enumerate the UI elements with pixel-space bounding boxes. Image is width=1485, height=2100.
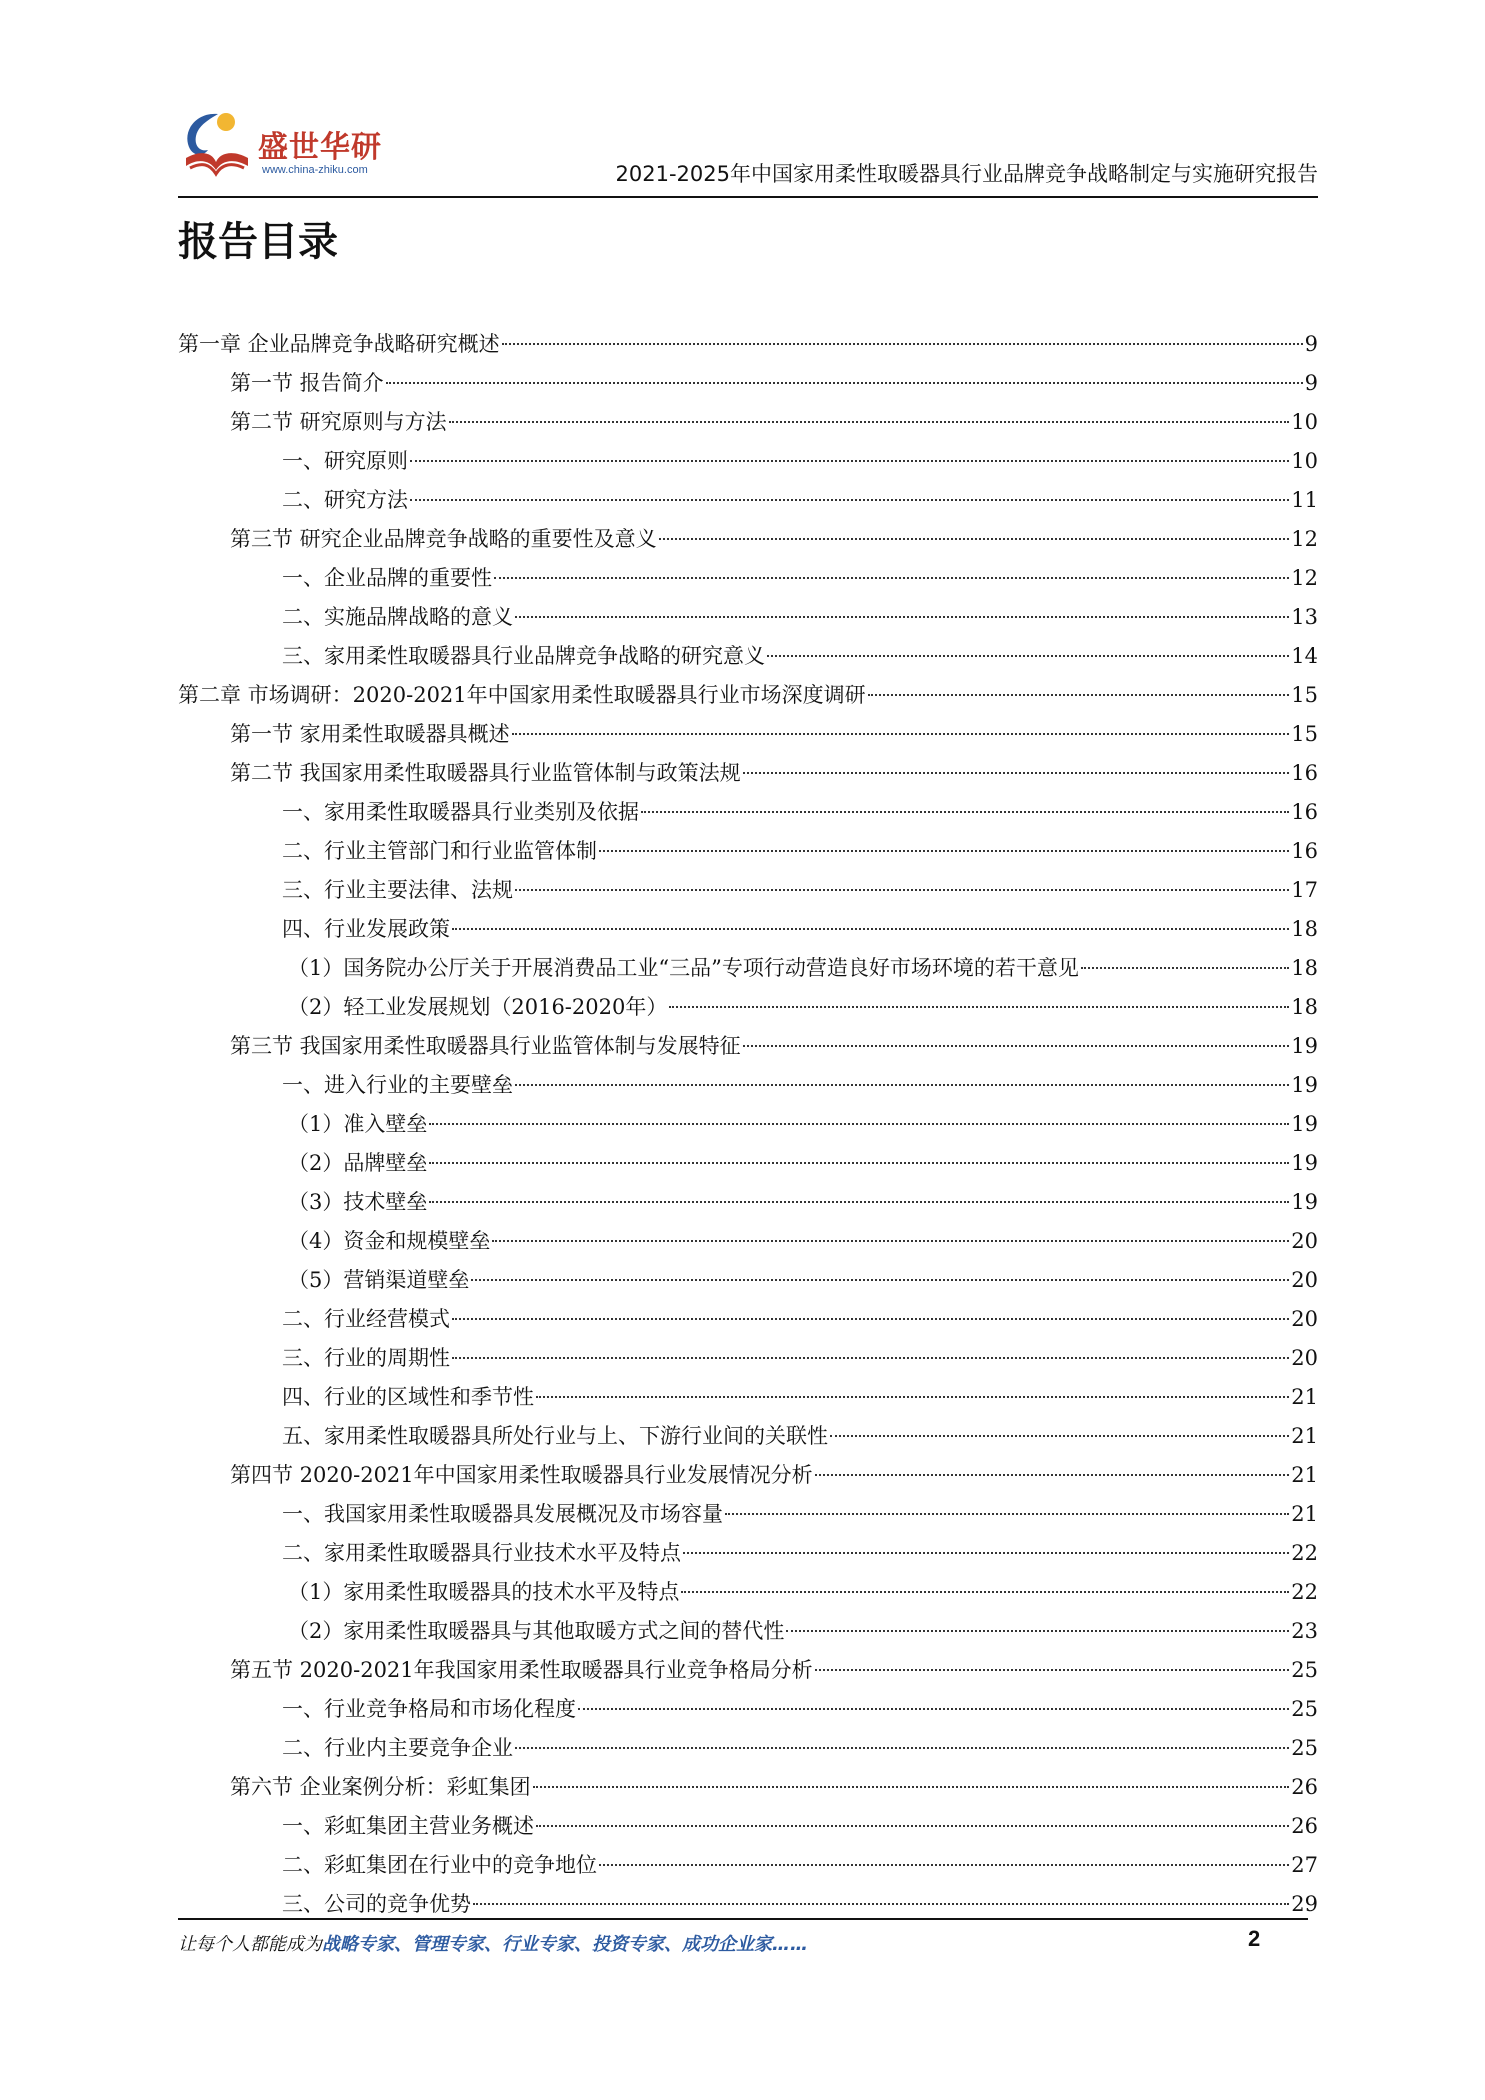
toc-dot-leader <box>515 1747 1289 1749</box>
toc-entry-title: 第五节 2020-2021年我国家用柔性取暖器具行业竞争格局分析 <box>230 1658 813 1682</box>
toc-entry[interactable] <box>178 1261 1318 1300</box>
toc-entry[interactable] <box>178 1144 1318 1183</box>
toc-entry-page: 19 <box>1291 1190 1318 1214</box>
toc-dot-leader <box>743 1045 1290 1047</box>
toc-entry-page: 25 <box>1291 1658 1318 1682</box>
toc-entry-title: 第二节 研究原则与方法 <box>230 410 447 434</box>
toc-entry[interactable] <box>178 1534 1318 1573</box>
toc-entry-page: 14 <box>1291 644 1318 668</box>
page-number: 2 <box>1248 1926 1261 1951</box>
toc-entry[interactable] <box>178 949 1318 988</box>
toc-dot-leader <box>492 1240 1289 1242</box>
toc-dot-leader <box>669 1006 1289 1008</box>
toc-entry-title: 二、行业内主要竞争企业 <box>282 1736 513 1760</box>
toc-dot-leader <box>512 733 1290 735</box>
toc-entry[interactable] <box>178 1612 1318 1651</box>
toc-dot-leader <box>536 1825 1289 1827</box>
toc-entry-title: 第六节 企业案例分析：彩虹集团 <box>230 1775 531 1799</box>
logo-url: www.china-zhiku.com <box>262 164 368 176</box>
toc-dot-leader <box>683 1552 1289 1554</box>
toc-entry-title: （5）营销渠道壁垒 <box>288 1268 470 1292</box>
toc-entry[interactable] <box>178 364 1318 403</box>
toc-entry-page: 16 <box>1291 800 1318 824</box>
toc-dot-leader <box>533 1786 1290 1788</box>
footer-slogan-highlight: 战略专家、管理专家、行业专家、投资专家、成功企业家…… <box>322 1934 808 1955</box>
toc-dot-leader <box>743 772 1290 774</box>
footer-divider <box>178 1918 1308 1920</box>
toc-entry-page: 19 <box>1291 1112 1318 1136</box>
toc-entry-page: 16 <box>1291 761 1318 785</box>
toc-entry-page: 20 <box>1291 1268 1318 1292</box>
toc-entry-title: （3）技术壁垒 <box>288 1190 428 1214</box>
toc-entry-title: 一、企业品牌的重要性 <box>282 566 492 590</box>
toc-entry-title: 第二节 我国家用柔性取暖器具行业监管体制与政策法规 <box>230 761 741 785</box>
toc-entry-page: 21 <box>1291 1385 1318 1409</box>
toc-entry[interactable] <box>178 1339 1318 1378</box>
toc-entry-title: （1）准入壁垒 <box>288 1112 428 1136</box>
toc-dot-leader <box>502 343 1303 345</box>
toc-entry-title: 四、行业的区域性和季节性 <box>282 1385 534 1409</box>
toc-entry-page: 23 <box>1291 1619 1318 1643</box>
toc-entry[interactable] <box>178 1417 1318 1456</box>
toc-dot-leader <box>410 460 1289 462</box>
toc-entry-title: （1）国务院办公厅关于开展消费品工业“三品”专项行动营造良好市场环境的若干意见 <box>288 956 1079 980</box>
toc-entry[interactable] <box>178 559 1318 598</box>
toc-entry-page: 11 <box>1291 488 1318 512</box>
toc-dot-leader <box>725 1513 1289 1515</box>
toc-entry-page: 9 <box>1304 371 1318 395</box>
toc-entry-page: 21 <box>1291 1463 1318 1487</box>
toc-entry-title: 第一节 家用柔性取暖器具概述 <box>230 722 510 746</box>
toc-entry[interactable] <box>178 1027 1318 1066</box>
toc-entry[interactable] <box>178 1729 1318 1768</box>
toc-entry-page: 13 <box>1291 605 1318 629</box>
toc-entry-page: 26 <box>1291 1775 1318 1799</box>
toc-entry-page: 15 <box>1291 683 1318 707</box>
toc-entry[interactable] <box>178 520 1318 559</box>
toc-dot-leader <box>681 1591 1289 1593</box>
toc-entry[interactable] <box>178 1807 1318 1846</box>
toc-dot-leader <box>471 1279 1289 1281</box>
toc-entry[interactable] <box>178 1183 1318 1222</box>
toc-entry-page: 21 <box>1291 1424 1318 1448</box>
toc-entry-page: 19 <box>1291 1151 1318 1175</box>
toc-entry[interactable] <box>178 910 1318 949</box>
toc-entry-page: 22 <box>1291 1541 1318 1565</box>
toc-entry-page: 12 <box>1291 527 1318 551</box>
toc-entry-page: 26 <box>1291 1814 1318 1838</box>
toc-entry-title: 四、行业发展政策 <box>282 917 450 941</box>
header-divider <box>178 196 1318 198</box>
toc-entry-title: 三、行业主要法律、法规 <box>282 878 513 902</box>
toc-dot-leader <box>641 811 1289 813</box>
toc-entry-title: 二、实施品牌战略的意义 <box>282 605 513 629</box>
toc-entry[interactable] <box>178 1456 1318 1495</box>
toc-entry[interactable] <box>178 403 1318 442</box>
footer-slogan-prefix: 让每个人都能成为 <box>178 1934 322 1955</box>
page-title: 报告目录 <box>178 219 338 265</box>
toc-dot-leader <box>599 850 1289 852</box>
toc-entry-page: 27 <box>1291 1853 1318 1877</box>
toc-entry-title: 第一节 报告简介 <box>230 371 384 395</box>
toc-dot-leader <box>449 421 1290 423</box>
toc-entry-title: 一、进入行业的主要壁垒 <box>282 1073 513 1097</box>
toc-dot-leader <box>429 1123 1289 1125</box>
toc-entry-page: 29 <box>1291 1892 1318 1916</box>
toc-entry-title: 一、我国家用柔性取暖器具发展概况及市场容量 <box>282 1502 723 1526</box>
toc-entry[interactable] <box>178 637 1318 676</box>
toc-dot-leader <box>767 655 1289 657</box>
toc-entry-title: 二、家用柔性取暖器具行业技术水平及特点 <box>282 1541 681 1565</box>
toc-entry[interactable] <box>178 1378 1318 1417</box>
toc-dot-leader <box>452 1318 1289 1320</box>
toc-dot-leader <box>473 1903 1289 1905</box>
toc-entry-title: 二、研究方法 <box>282 488 408 512</box>
toc-entry[interactable] <box>178 754 1318 793</box>
toc-dot-leader <box>452 1357 1289 1359</box>
toc-entry-title: 第一章 企业品牌竞争战略研究概述 <box>178 332 500 356</box>
toc-dot-leader <box>1081 967 1289 969</box>
toc-entry-page: 22 <box>1291 1580 1318 1604</box>
footer-slogan <box>178 1930 808 1956</box>
toc-entry-title: （2）轻工业发展规划（2016-2020年） <box>288 995 668 1019</box>
toc-dot-leader <box>452 928 1289 930</box>
report-title: 2021-2025年中国家用柔性取暖器具行业品牌竞争战略制定与实施研究报告 <box>615 162 1318 186</box>
book-logo-icon <box>178 106 254 178</box>
toc-entry-title: 三、行业的周期性 <box>282 1346 450 1370</box>
toc-dot-leader <box>386 382 1303 384</box>
toc-entry-page: 25 <box>1291 1697 1318 1721</box>
toc-entry[interactable] <box>178 715 1318 754</box>
toc-entry-page: 18 <box>1291 956 1318 980</box>
toc-entry[interactable] <box>178 1573 1318 1612</box>
toc-dot-leader <box>515 1084 1289 1086</box>
toc-entry-title: 三、公司的竞争优势 <box>282 1892 471 1916</box>
toc-dot-leader <box>536 1396 1289 1398</box>
toc-entry[interactable] <box>178 1651 1318 1690</box>
toc-entry[interactable] <box>178 442 1318 481</box>
toc-entry-title: 一、研究原则 <box>282 449 408 473</box>
toc-entry[interactable] <box>178 325 1318 364</box>
toc-dot-leader <box>815 1474 1290 1476</box>
toc-dot-leader <box>429 1201 1289 1203</box>
toc-entry-title: （2）家用柔性取暖器具与其他取暖方式之间的替代性 <box>288 1619 785 1643</box>
toc-dot-leader <box>578 1708 1289 1710</box>
toc-entry-page: 20 <box>1291 1307 1318 1331</box>
toc-dot-leader <box>659 538 1290 540</box>
toc-entry[interactable] <box>178 676 1318 715</box>
toc-entry-page: 10 <box>1291 449 1318 473</box>
toc-entry-title: 第三节 我国家用柔性取暖器具行业监管体制与发展特征 <box>230 1034 741 1058</box>
toc-entry-page: 20 <box>1291 1346 1318 1370</box>
table-of-contents <box>178 325 1318 1924</box>
toc-entry-title: 五、家用柔性取暖器具所处行业与上、下游行业间的关联性 <box>282 1424 828 1448</box>
toc-dot-leader <box>429 1162 1289 1164</box>
toc-entry[interactable] <box>178 1846 1318 1885</box>
toc-entry[interactable] <box>178 1066 1318 1105</box>
toc-entry[interactable] <box>178 793 1318 832</box>
toc-entry-page: 21 <box>1291 1502 1318 1526</box>
toc-entry-page: 25 <box>1291 1736 1318 1760</box>
toc-entry-page: 10 <box>1291 410 1318 434</box>
toc-entry-title: （4）资金和规模壁垒 <box>288 1229 491 1253</box>
toc-entry[interactable] <box>178 988 1318 1027</box>
toc-entry-page: 18 <box>1291 995 1318 1019</box>
toc-dot-leader <box>515 889 1289 891</box>
toc-entry[interactable] <box>178 1768 1318 1807</box>
toc-entry-page: 17 <box>1291 878 1318 902</box>
logo-name: 盛世华研 <box>258 130 382 165</box>
toc-dot-leader <box>494 577 1289 579</box>
toc-entry-page: 16 <box>1291 839 1318 863</box>
toc-entry[interactable] <box>178 1690 1318 1729</box>
toc-entry-page: 15 <box>1291 722 1318 746</box>
toc-entry-title: 二、彩虹集团在行业中的竞争地位 <box>282 1853 597 1877</box>
toc-entry-title: 三、家用柔性取暖器具行业品牌竞争战略的研究意义 <box>282 644 765 668</box>
toc-dot-leader <box>515 616 1289 618</box>
toc-dot-leader <box>599 1864 1289 1866</box>
toc-entry-title: 一、彩虹集团主营业务概述 <box>282 1814 534 1838</box>
toc-entry-title: （1）家用柔性取暖器具的技术水平及特点 <box>288 1580 680 1604</box>
toc-entry-title: 一、行业竞争格局和市场化程度 <box>282 1697 576 1721</box>
toc-entry[interactable] <box>178 1495 1318 1534</box>
toc-entry-page: 19 <box>1291 1034 1318 1058</box>
toc-entry[interactable] <box>178 871 1318 910</box>
toc-entry[interactable] <box>178 1300 1318 1339</box>
page-header <box>178 100 1318 196</box>
toc-entry[interactable] <box>178 598 1318 637</box>
toc-entry-page: 12 <box>1291 566 1318 590</box>
toc-entry-page: 9 <box>1304 332 1318 356</box>
toc-entry-title: 第三节 研究企业品牌竞争战略的重要性及意义 <box>230 527 657 551</box>
toc-entry-page: 19 <box>1291 1073 1318 1097</box>
toc-entry[interactable] <box>178 1105 1318 1144</box>
toc-dot-leader <box>410 499 1289 501</box>
toc-entry-title: 一、家用柔性取暖器具行业类别及依据 <box>282 800 639 824</box>
toc-entry-title: 二、行业主管部门和行业监管体制 <box>282 839 597 863</box>
toc-dot-leader <box>815 1669 1290 1671</box>
toc-dot-leader <box>786 1630 1289 1632</box>
toc-entry[interactable] <box>178 481 1318 520</box>
toc-entry-title: 第四节 2020-2021年中国家用柔性取暖器具行业发展情况分析 <box>230 1463 813 1487</box>
toc-entry-page: 20 <box>1291 1229 1318 1253</box>
toc-entry[interactable] <box>178 832 1318 871</box>
toc-entry-title: 第二章 市场调研：2020-2021年中国家用柔性取暖器具行业市场深度调研 <box>178 683 866 707</box>
toc-dot-leader <box>830 1435 1289 1437</box>
toc-entry[interactable] <box>178 1222 1318 1261</box>
toc-entry-page: 18 <box>1291 917 1318 941</box>
toc-entry-title: 二、行业经营模式 <box>282 1307 450 1331</box>
toc-entry-title: （2）品牌壁垒 <box>288 1151 428 1175</box>
toc-dot-leader <box>868 694 1290 696</box>
company-logo <box>178 100 398 184</box>
